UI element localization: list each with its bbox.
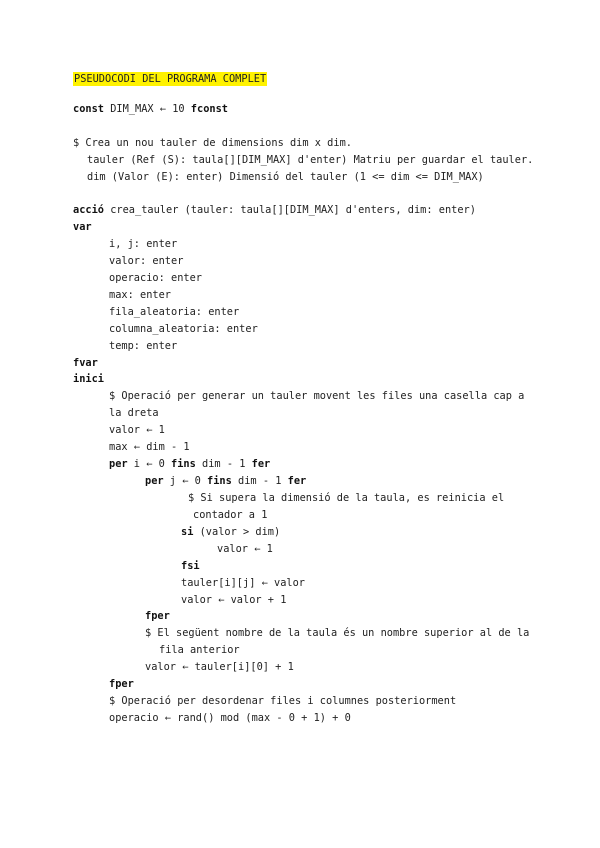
keyword-inici: inici [73,373,104,385]
const-line [73,102,228,116]
const-body: DIM_MAX ← 10 [104,103,191,115]
per-i-init: i ← 0 [127,458,172,470]
comment-header-line: $ Crea un nou tauler de dimensions dim x dim. [73,137,352,149]
var-declaration: operacio: enter [109,272,202,284]
statement-line: tauler[i][j] ← valor [181,577,305,589]
statement-line: valor ← valor + 1 [181,594,287,606]
statement-line: operacio ← rand() mod (max - 0 + 1) + 0 [109,712,351,724]
keyword-si: si [181,526,194,538]
keyword-fper: fper [145,610,170,622]
var-declaration: fila_aleatoria: enter [109,306,240,318]
keyword-fer: fer [287,475,307,487]
keyword-fconst: fconst [190,103,228,115]
keyword-per: per [109,458,128,470]
per-i-line [109,457,270,471]
statement-line: max ← dim - 1 [109,441,190,453]
per-j-line [145,474,306,488]
var-declaration: columna_aleatoria: enter [109,323,258,335]
statement-line: valor ← 1 [217,543,273,555]
fper-inner-line [145,609,170,623]
comment-line: $ Si supera la dimensió de la taula, es reinicia el [188,492,505,504]
statement-line: valor ← tauler[i][0] + 1 [145,661,294,673]
si-condition: (valor > dim) [193,526,281,538]
var-declaration: valor: enter [109,255,184,267]
comment-header-line: dim (Valor (E): enter) Dimensió del tauler (1 <= dim <= DIM_MAX) [87,171,484,183]
comment-line: la dreta [109,407,159,419]
keyword-fer: fer [251,458,271,470]
keyword-fins: fins [207,475,232,487]
comment-line: $ Operació per generar un tauler movent les files una casella cap a [109,390,525,402]
keyword-const: const [73,103,104,115]
var-line [73,220,92,234]
accio-line [73,203,476,217]
si-line [181,525,280,539]
fper-outer-line [109,677,134,691]
var-declaration: temp: enter [109,340,178,352]
per-i-limit: dim - 1 [195,458,252,470]
var-declaration: max: enter [109,289,171,301]
keyword-fsi: fsi [181,560,200,572]
fvar-line [73,356,98,370]
comment-line: $ Operació per desordenar files i columnes posteriorment [109,695,457,707]
accio-signature: crea_tauler (tauler: taula[][DIM_MAX] d'enters, dim: enter) [104,204,476,216]
keyword-per: per [145,475,164,487]
heading-line [73,72,267,86]
comment-line: $ El següent nombre de la taula és un nombre superior al de la [145,627,530,639]
inici-line [73,372,104,386]
keyword-fins: fins [171,458,196,470]
keyword-fper: fper [109,678,134,690]
comment-line: fila anterior [159,644,240,656]
comment-line: contador a 1 [193,509,268,521]
fsi-line [181,559,200,573]
keyword-var: var [73,221,92,233]
highlighted-heading: PSEUDOCODI DEL PROGRAMA COMPLET [74,73,267,85]
per-j-limit: dim - 1 [231,475,288,487]
comment-header-line: tauler (Ref (S): taula[][DIM_MAX] d'enter) Matriu per guardar el tauler. [87,154,534,166]
var-declaration: i, j: enter [109,238,178,250]
statement-line: valor ← 1 [109,424,165,436]
keyword-fvar: fvar [73,357,98,369]
keyword-accio: acció [73,204,104,216]
per-j-init: j ← 0 [163,475,208,487]
